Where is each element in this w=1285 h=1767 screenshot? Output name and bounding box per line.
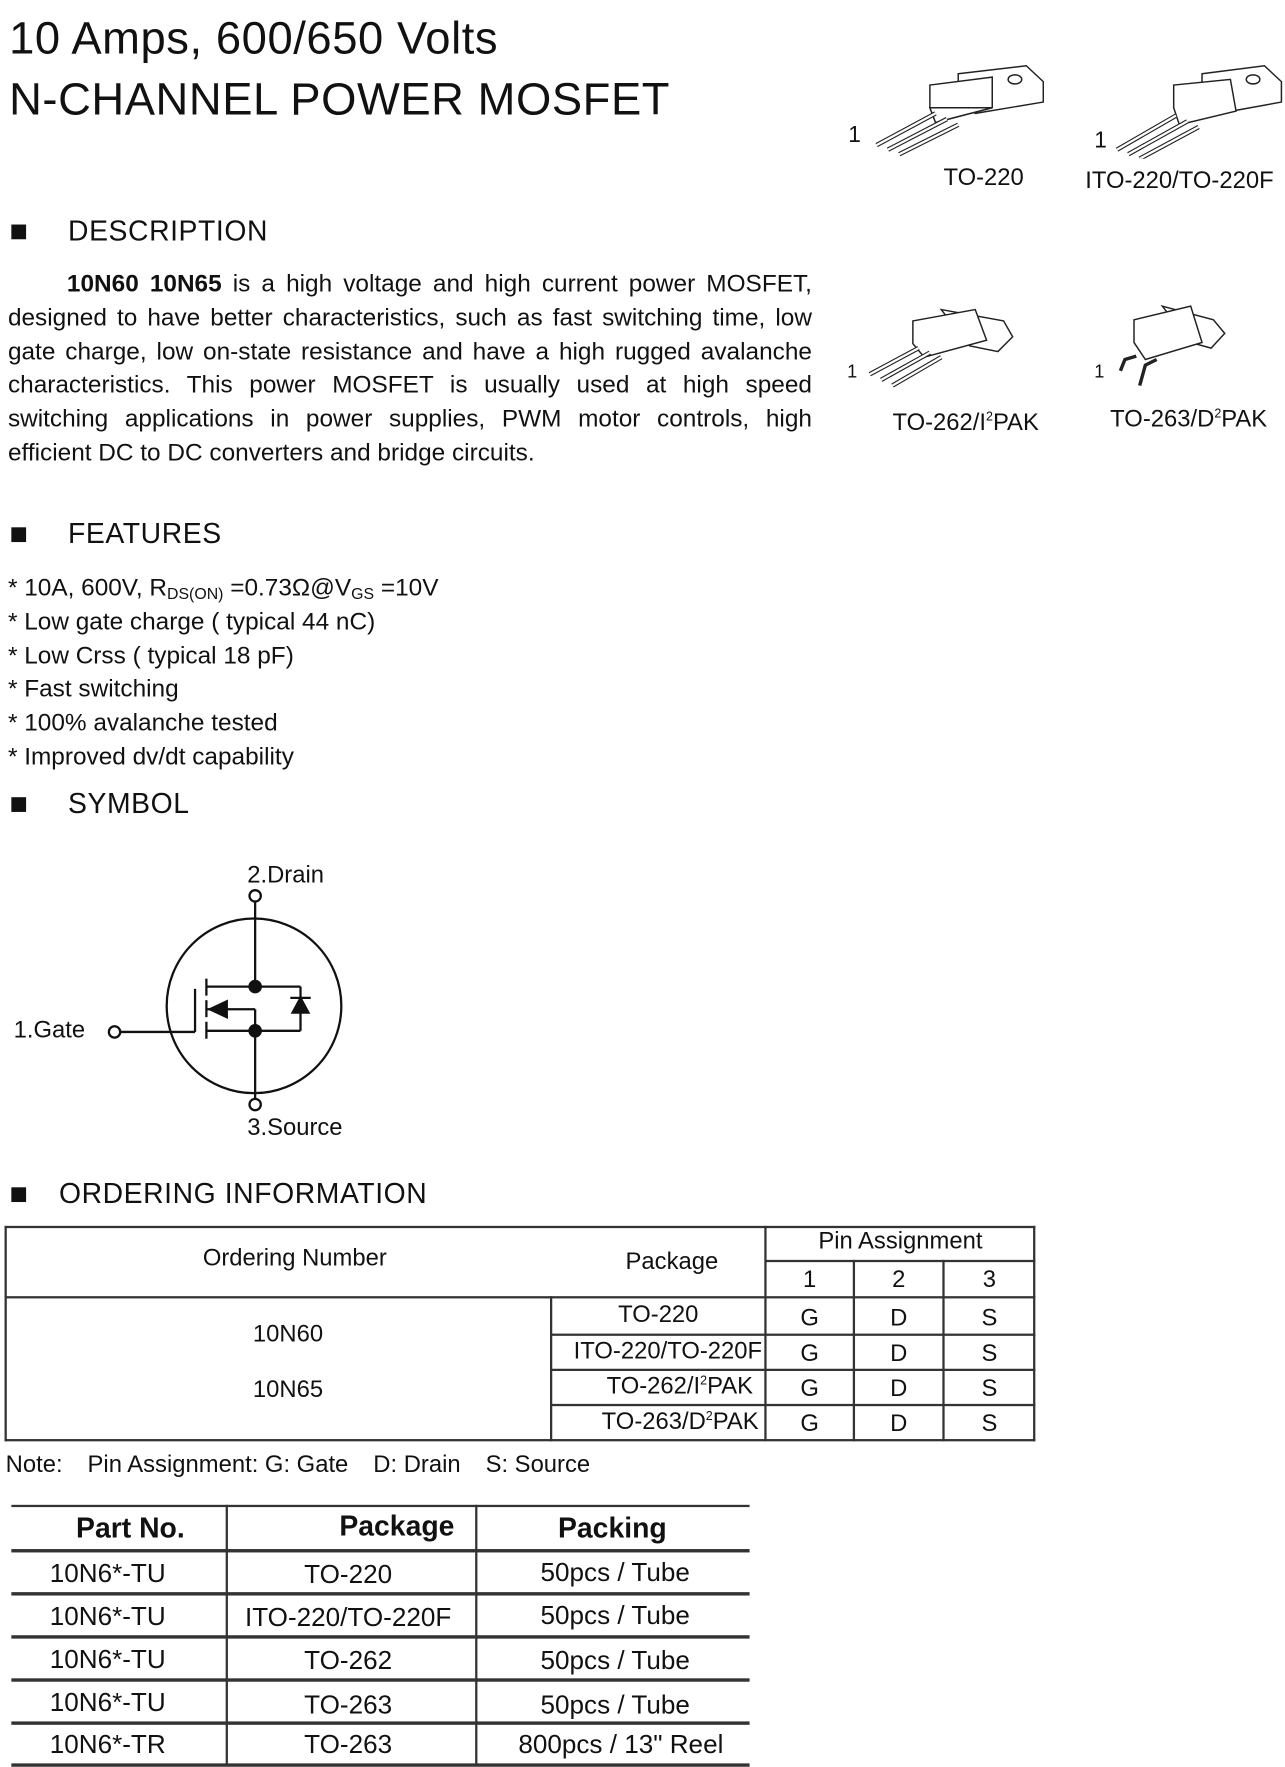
note-source: S: Source — [485, 1451, 591, 1478]
package-cell: TO-263 — [304, 1729, 393, 1759]
package-name: TO-263/D — [601, 1408, 706, 1435]
part-no-cell: 10N6*-TR — [49, 1729, 166, 1759]
package-name: TO-263/D — [1110, 405, 1215, 433]
header-package: Package — [339, 1510, 455, 1543]
superscript: 2 — [705, 1409, 713, 1424]
package-cell — [552, 1338, 762, 1365]
packing-cell: 800pcs / 13" Reel — [518, 1729, 724, 1759]
pin-cell: G — [800, 1340, 819, 1367]
pin-cell: D — [890, 1375, 908, 1402]
to262-package-drawing — [856, 301, 1026, 392]
packing-cell: 50pcs / Tube — [540, 1556, 690, 1587]
package-name-suffix: PAK — [1221, 405, 1268, 433]
part-10n60: 10N60 — [252, 1321, 324, 1348]
part-no-cell: 10N6*-TU — [49, 1644, 166, 1674]
feature-item: * Fast switching — [7, 674, 179, 702]
bullet-square-icon — [11, 1187, 26, 1202]
description-paragraph — [8, 268, 812, 471]
package-label-to220: TO-220 — [943, 164, 1024, 191]
package-cell: TO-263 — [304, 1689, 393, 1720]
header-pin-assignment: Pin Assignment — [818, 1228, 983, 1255]
mosfet-symbol-icon — [102, 885, 351, 1117]
pin-cell: G — [800, 1410, 819, 1437]
package-cell: TO-220 — [304, 1559, 393, 1589]
package-name-suffix: PAK — [992, 409, 1039, 436]
pin-cell: S — [981, 1410, 998, 1437]
note-label: Note: — [5, 1451, 63, 1478]
subscript: GS — [351, 584, 375, 603]
pin-cell: G — [800, 1375, 819, 1402]
header-pin-2: 2 — [892, 1266, 906, 1293]
pin1-label: 1 — [1094, 362, 1105, 383]
package-label-to263 — [1110, 406, 1267, 433]
to263-package-drawing — [1111, 297, 1247, 388]
pin-cell: D — [890, 1340, 908, 1367]
pin-cell: S — [981, 1305, 998, 1332]
part-no-cell: 10N6*-TU — [49, 1601, 166, 1631]
feature-item: * Low gate charge ( typical 44 nC) — [7, 607, 376, 636]
drain-label: 2.Drain — [247, 861, 324, 888]
bullet-square-icon — [11, 797, 26, 812]
package-name: ITO-220/TO-220F — [573, 1338, 763, 1365]
package-cell: ITO-220/TO-220F — [244, 1602, 452, 1632]
feature-item — [8, 574, 439, 602]
package-name: TO-220 — [618, 1301, 699, 1328]
part-names: 10N60 10N65 — [66, 269, 222, 298]
header-package: Package — [625, 1248, 719, 1275]
pin-cell: D — [890, 1410, 908, 1437]
pin1-label: 1 — [847, 362, 858, 383]
source-label: 3.Source — [247, 1114, 343, 1141]
gate-label: 1.Gate — [13, 1017, 86, 1044]
header-part-no: Part No. — [76, 1512, 185, 1545]
pin-cell: G — [800, 1305, 819, 1332]
subscript: DS(ON) — [166, 584, 224, 603]
note-drain: D: Drain — [373, 1451, 461, 1478]
pin-assignment-note — [6, 1452, 590, 1479]
package-name-suffix: PAK — [707, 1373, 753, 1400]
description-text: is a high voltage and high current power MOSFET, designed to have better characteristics, such as fast switching time, low gate charge, low on-state resistance and have a high rugged avalanche characteristics. This power MOSFET is usually used at high speed switching applications in power supplies, PWM motor controls, high efficient DC to DC converters and bridge circuits. — [7, 269, 812, 467]
header-packing: Packing — [557, 1512, 667, 1545]
package-name-suffix: PAK — [712, 1408, 759, 1435]
pin1-label: 1 — [848, 122, 861, 148]
feature-text: =10V — [374, 573, 439, 602]
symbol-heading: SYMBOL — [68, 788, 190, 820]
pin-cell: S — [981, 1340, 998, 1367]
package-cell — [552, 1408, 758, 1435]
ordering-heading: ORDERING INFORMATION — [58, 1178, 428, 1210]
superscript: 2 — [1214, 407, 1222, 421]
package-label-ito220: ITO-220/TO-220F — [1085, 167, 1274, 194]
header-ordering-number: Ordering Number — [202, 1245, 387, 1272]
packing-cell: 50pcs / Tube — [540, 1645, 690, 1675]
part-no-cell: 10N6*-TU — [49, 1558, 166, 1588]
part-no-cell: 10N6*-TU — [49, 1687, 166, 1717]
description-heading: DESCRIPTION — [68, 215, 269, 248]
feature-item: * Improved dv/dt capability — [7, 742, 294, 770]
title-line-2: N-CHANNEL POWER MOSFET — [9, 74, 671, 125]
package-cell — [552, 1302, 764, 1329]
feature-text: =0.73Ω@V — [223, 573, 352, 602]
header-pin-1: 1 — [803, 1266, 817, 1293]
note-gate: Pin Assignment: G: Gate — [87, 1451, 349, 1478]
features-heading: FEATURES — [68, 518, 222, 550]
pin-cell: D — [890, 1305, 908, 1332]
package-label-to262 — [892, 409, 1038, 436]
feature-item: * Low Crss ( typical 18 pF) — [7, 641, 294, 670]
packing-cell: 50pcs / Tube — [540, 1600, 690, 1630]
pin1-label: 1 — [1094, 128, 1107, 154]
bullet-square-icon — [11, 225, 26, 240]
package-name: TO-262/I — [892, 409, 986, 436]
title-line-1: 10 Amps, 600/650 Volts — [9, 13, 499, 64]
packing-cell: 50pcs / Tube — [540, 1689, 690, 1720]
pin-cell: S — [981, 1375, 998, 1402]
ito220-package-drawing — [1106, 57, 1285, 159]
package-name: TO-262/I — [606, 1373, 701, 1400]
part-10n65: 10N65 — [252, 1376, 324, 1403]
superscript: 2 — [700, 1374, 708, 1389]
superscript: 2 — [985, 410, 993, 425]
header-pin-3: 3 — [982, 1266, 997, 1293]
to220-package-drawing — [856, 57, 1054, 159]
package-cell — [552, 1373, 753, 1400]
feature-item: * 100% avalanche tested — [7, 708, 278, 736]
bullet-square-icon — [11, 527, 26, 542]
feature-text: * 10A, 600V, R — [7, 573, 167, 602]
package-cell: TO-262 — [304, 1645, 393, 1675]
